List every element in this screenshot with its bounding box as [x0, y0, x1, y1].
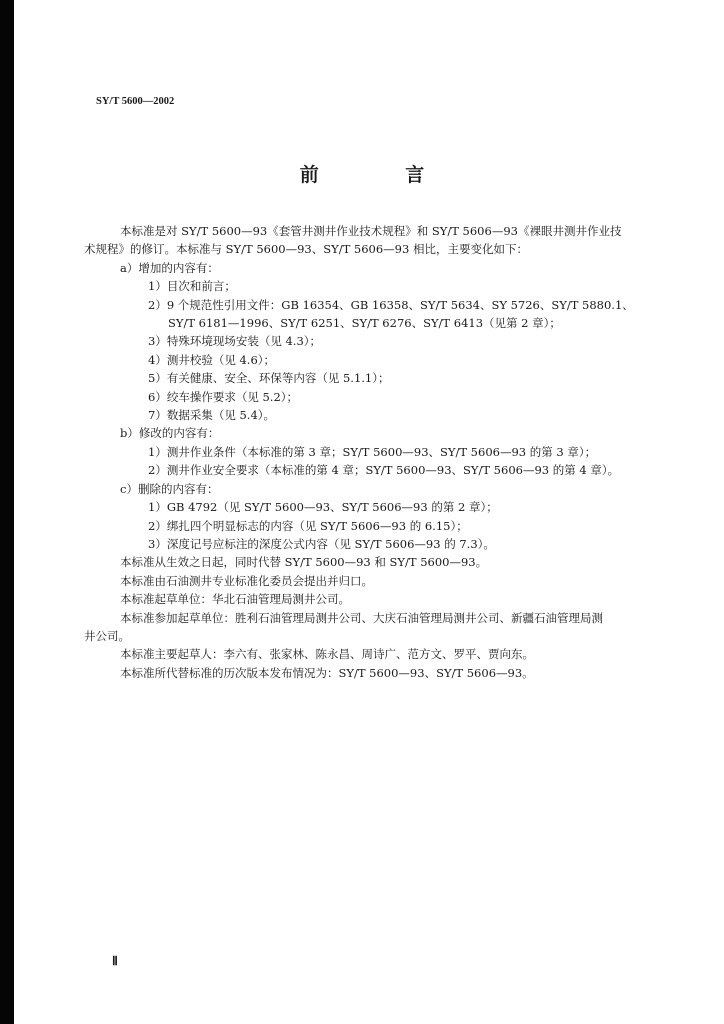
list-a-item-1: 1）目次和前言；: [148, 279, 236, 294]
list-c-item-1: 1）GB 4792（见 SY/T 5600—93、SY/T 5606—93 的第 2 章）；: [148, 500, 498, 515]
list-c-heading: c）删除的内容有：: [120, 481, 219, 496]
list-a-item-6: 6）绞车操作要求（见 5.2）；: [148, 389, 299, 404]
intro-line-2: 术规程》的修订。本标准与 SY/T 5600—93、SY/T 5606—93 相比，主要变化如下：: [84, 242, 528, 257]
list-a-item-4: 4）测井校验（见 4.6）；: [148, 352, 276, 367]
list-a-item-2-cont: SY/T 6181—1996、SY/T 6251、SY/T 6276、SY/T 6413（见第 2 章）；: [168, 316, 561, 331]
list-a-heading: a）增加的内容有：: [120, 260, 219, 275]
list-a-item-3: 3）特殊环境现场安装（见 4.3）；: [148, 334, 322, 349]
list-a-item-5: 5）有关健康、安全、环保等内容（见 5.1.1）；: [148, 371, 390, 386]
drafters-paragraph: 本标准主要起草人：李六有、张家林、陈永昌、周诗广、范方文、罗平、贾向东。: [120, 647, 534, 662]
list-b-item-2: 2）测井作业安全要求（本标准的第 4 章；SY/T 5600—93、SY/T 5606—93 的第 4 章）。: [148, 463, 620, 478]
page-title: 前 言: [299, 164, 465, 186]
history-paragraph: 本标准所代替标准的历次版本发布情况为：SY/T 5600—93、SY/T 5606—93。: [120, 665, 534, 680]
list-c-item-3: 3）深度记号应标注的深度公式内容（见 SY/T 5606—93 的 7.3）。: [148, 536, 495, 551]
list-c-item-2: 2）绑扎四个明显标志的内容（见 SY/T 5606—93 的 6.15）；: [148, 518, 468, 533]
body-text: [84, 222, 668, 682]
participating-units-line-1: 本标准参加起草单位：胜利石油管理局测井公司、大庆石油管理局测井公司、新疆石油管理局测: [120, 610, 603, 625]
drafting-unit-paragraph: 本标准起草单位：华北石油管理局测井公司。: [120, 592, 350, 607]
participating-units-line-2: 井公司。: [84, 628, 130, 643]
effect-paragraph: 本标准从生效之日起，同时代替 SY/T 5600—93 和 SY/T 5600—93。: [120, 555, 488, 570]
list-b-item-1: 1）测井作业条件（本标准的第 3 章；SY/T 5600—93、SY/T 5606—93 的第 3 章）；: [148, 444, 597, 459]
page-number: Ⅱ: [112, 954, 118, 968]
scan-edge: [0, 0, 14, 1024]
list-b-heading: b）修改的内容有：: [120, 426, 220, 441]
list-a-item-7: 7）数据采集（见 5.4）。: [148, 408, 276, 423]
list-a-item-2: 2）9 个规范性引用文件：GB 16354、GB 16358、SY/T 5634、SY 5726、SY/T 5880.1、: [148, 297, 634, 312]
proposed-paragraph: 本标准由石油测井专业标准化委员会提出并归口。: [120, 573, 373, 588]
intro-line-1: 本标准是对 SY/T 5600—93《套管井测井作业技术规程》和 SY/T 5606—93《裸眼井测井作业技: [120, 224, 622, 238]
standard-code: SY/T 5600—2002: [96, 96, 175, 107]
